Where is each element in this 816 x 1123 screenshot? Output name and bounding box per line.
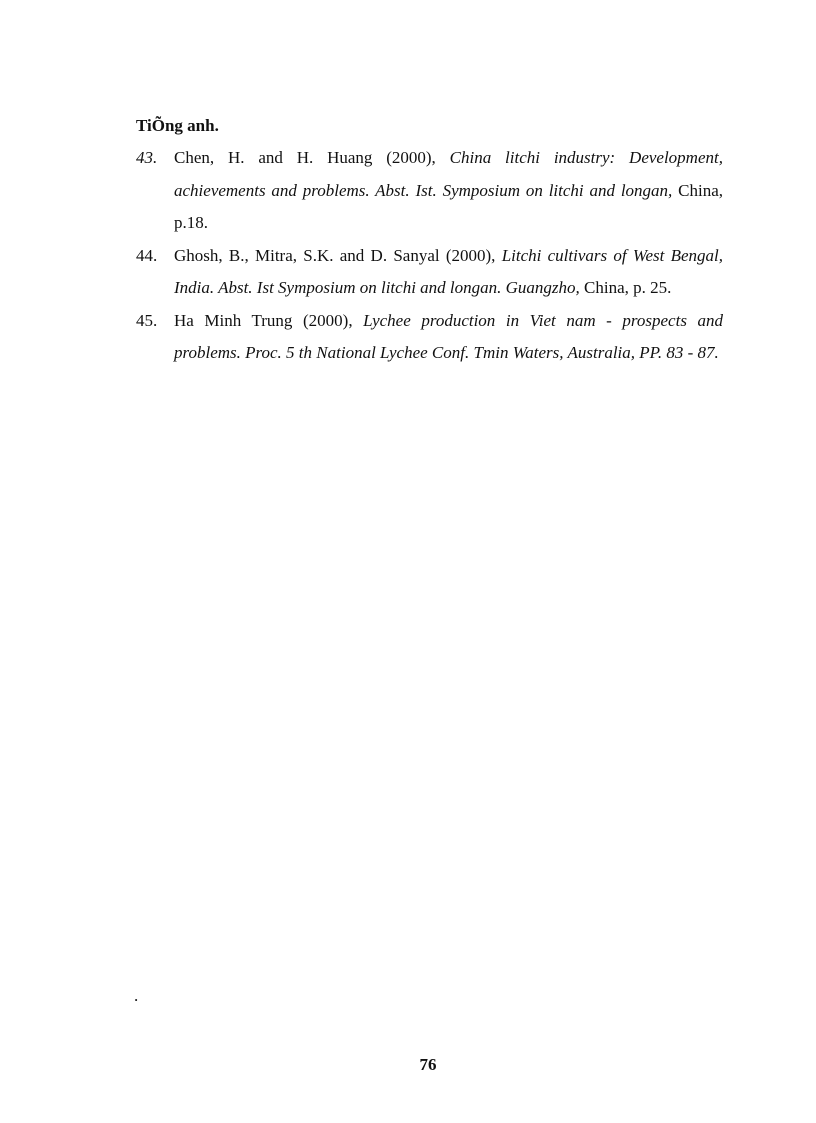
reference-number: 45. <box>136 310 158 330</box>
reference-title: China litchi industry: Development, achievements and problems. Abst. Ist. Symposium on litchi and longan, <box>174 148 723 200</box>
page-number: 76 <box>419 1055 437 1074</box>
reference-authors: Chen, H. and H. Huang (2000), <box>174 148 450 167</box>
reference-number: 43. <box>136 148 158 167</box>
reference-tail: China, p.18. <box>174 180 723 232</box>
reference-number: 44. <box>136 245 158 265</box>
reference-authors: Ghosh, B., Mitra, S.K. and D. Sanyal (2000), <box>174 245 502 265</box>
section-heading: TiÕng anh. <box>136 116 219 135</box>
reference-authors: Ha Minh Trung (2000), <box>174 310 364 330</box>
reference-item <box>136 305 723 370</box>
reference-title: Litchi cultivars of West Bengal, India. Abst. Ist Symposium on litchi and longan. Guangzho, <box>174 245 723 297</box>
reference-item <box>136 240 723 305</box>
reference-item <box>136 142 723 240</box>
reference-title: Lychee production in Viet nam - prospects and problems. Proc. 5 th National Lychee Conf. Tmin Waters, Australia, PP. 83 - 87. <box>174 310 724 362</box>
footer-dot: . <box>134 986 139 1005</box>
reference-list <box>136 142 723 370</box>
reference-tail: China, p. 25. <box>579 278 672 297</box>
